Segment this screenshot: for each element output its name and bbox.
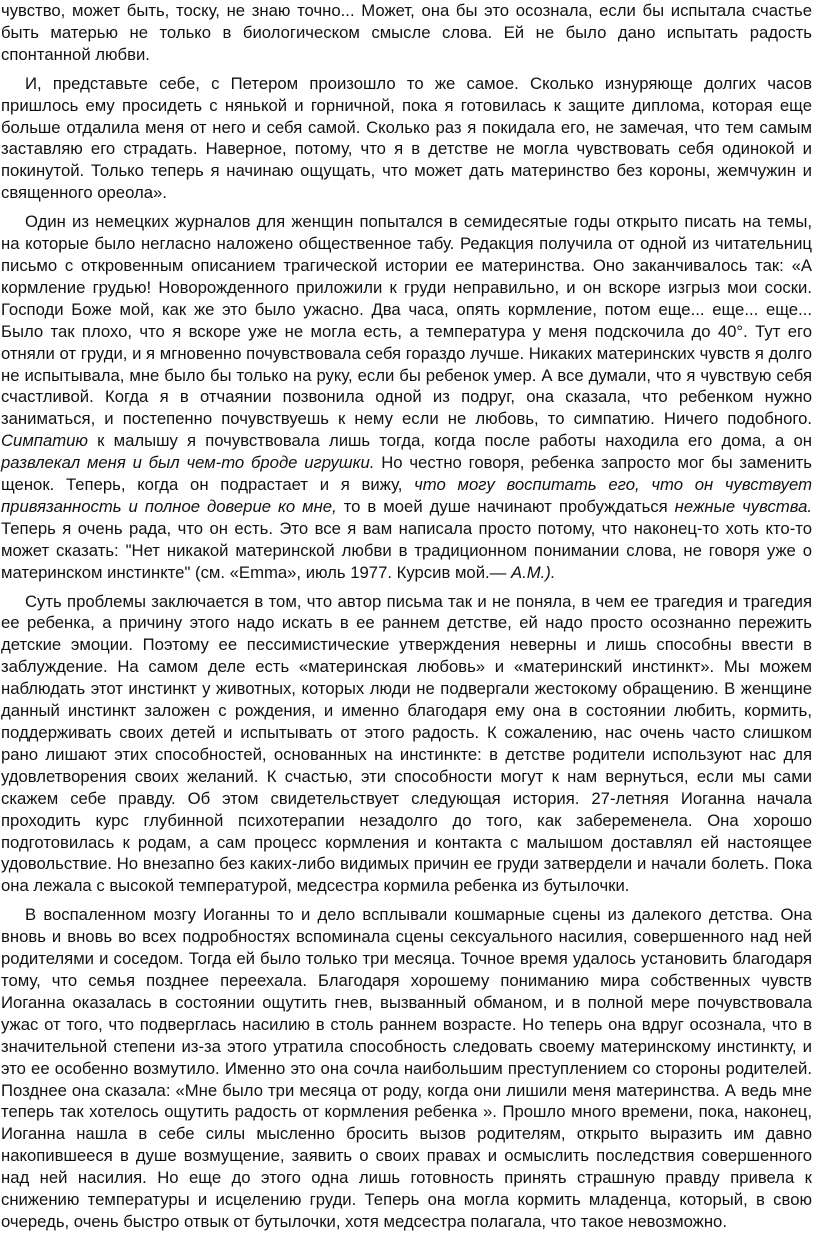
paragraph: Суть проблемы заключается в том, что автор письма так и не поняла, в чем ее трагедия и трагедия ее ребенка, а причину этого надо искать в ее раннем детстве, ей надо просто осознанно пережить детские эмоции. Поэтому ее пессимистические утверждения неверны и лишь способны ввести в заблуждение. На самом деле есть «материнская любовь» и «материнский инстинкт». Мы можем наблюдать этот инстинкт у животных, которых люди не подвергали жестокому обращению. В женщине данный инстинкт заложен с рождения, и именно благодаря ему она в состоянии любить, кормить, поддерживать своих детей и испытывать от этого радость. К сожалению, нас очень часто слишком рано лишают этих способностей, основанных на инстинкте: в детстве родители используют нас для удовлетворения своих желаний. К счастью, эти способности могут к нам вернуться, если мы сами скажем себе правду. Об этом свидетельствует следующая история. 27-летняя Иоганна начала проходить курс глубинной психотерапии незадолго до того, как забеременела. Она хорошо подготовилась к родам, а сам процесс кормления и контакта с малышом доставлял ей настоящее удовольствие. Но внезапно без каких-либо видимых причин ее груди затвердели и начали болеть. Пока она лежала с высокой температурой, медсестра кормила ребенка из бутылочки. xyxy=(1,591,812,896)
text-run: Но честно говоря, ребенка запросто мог бы заменить щенок. Теперь, когда он подрастает и я вижу, xyxy=(1,453,812,495)
italic-run: А.М.). xyxy=(511,562,556,582)
italic-run: Симпатию xyxy=(1,431,88,451)
italic-run: развлекал меня и был чем-то броде игрушки. xyxy=(1,453,375,473)
italic-run: что могу воспитать его, что он чувствует привязанность и полное доверие ко мне, xyxy=(1,475,812,516)
text-run: Один из немецких журналов для женщин попытался в семидесятые годы открыто писать на темы, на которые было негласно наложено общественное табу. Редакция получила от одной из читательниц письмо с откровенным описанием трагической истории ее материнства. Оно заканчивалось так: «А кормление грудью! Новорожденного приложили к груди неправильно, и он вскоре изгрыз мои соски. Господи Боже мой, как же это было ужасно. Два часа, опять кормление, потом еще... еще... еще... Было так плохо, что я вскоре уже не могла есть, а температура у меня подскочила до 40°. Тут его отняли от груди, и я мгновенно почувствовала себя гораздо лучше. Никаких материнских чувств я долго не испытывала, мне было бы только на руку, если бы ребенок умер. А все думали, что я чувствую себя счастливой. Когда я в отчаянии позвонила одной из подруг, она сказала, что ребенком нужно заниматься, и постепенно почувствуешь к нему если не любовь, то симпатию. Ничего подобного. xyxy=(1,212,812,429)
italic-run: нежные чувства. xyxy=(674,496,812,516)
text-run: Теперь я очень рада, что он есть. Это все я вам написала просто потому, что наконец-то хоть кто-то может сказать: "Нет никакой материнской любви в традиционном понимании слова, не говоря уже о материнском инстинкте" (см. «Emma», июль 1977. Курсив мой.— xyxy=(1,518,812,582)
paragraph: В воспаленном мозгу Иоганны то и дело всплывали кошмарные сцены из далекого детства. Она вновь и вновь во всех подробностях вспоминала сцены сексуального насилия, совершенного над ней родителями и соседом. Тогда ей было только три месяца. Точное время удалось установить благодаря тому, что семья позднее переехала. Благодаря хорошему пониманию мира собственных чувств Иоганна оказалась в состоянии ощутить гнев, вызванный обманом, и в полной мере почувствовала ужас от того, что подверглась насилию в столь раннем возрасте. Но теперь она вдруг осознала, что в значительной степени из-за этого утратила способность следовать своему материнскому инстинкту, и это ее особенно возмутило. Именно это она сочла наибольшим преступлением со стороны родителей. Позднее она сказала: «Мне было три месяца от роду, когда они лишили меня материнства. А ведь мне теперь так хотелось ощутить радость от кормления ребенка ». Прошло много времени, пока, наконец, Иоганна нашла в себе силы мысленно бросить вызов родителям, открыто выразить им давно накопившееся в душе возмущение, заявить о своих правах и осмыслить последствия совершенного над ней насилия. Но еще до этого одна лишь готовность принять страшную правду привела к снижению температуры и исцелению груди. Теперь она могла кормить младенца, который, в свою очередь, очень быстро отвык от бутылочки, хотя медсестра полагала, что такое невозможно. xyxy=(1,905,812,1231)
paragraph: И, представьте себе, с Петером произошло то же самое. Сколько изнуряюще долгих часов пришлось ему просидеть с нянькой и горничной, пока я готовилась к защите диплома, которая еще больше отдалила меня от него и себя самой. Сколько раз я покидала его, не замечая, что тем самым заставляю его страдать. Наверное, потому, что я в детстве не могла чувствовать себя одинокой и покинутой. Только теперь я начинаю ощущать, что может дать материнство без короны, жемчужин и священного ореола». xyxy=(1,73,812,203)
text-run: то в моей душе начинают пробуждаться xyxy=(336,496,675,516)
paragraph: чувство, может быть, тоску, не знаю точно... Может, она бы это осознала, если бы испытала счастье быть матерью не только в биологическом смысле слова. Ей не было дано испытать радость спонтанной любви. xyxy=(1,1,812,64)
text-run: к малышу я почувствовала лишь тогда, когда после работы находила его дома, а он xyxy=(87,431,812,451)
paragraph xyxy=(1,211,812,583)
